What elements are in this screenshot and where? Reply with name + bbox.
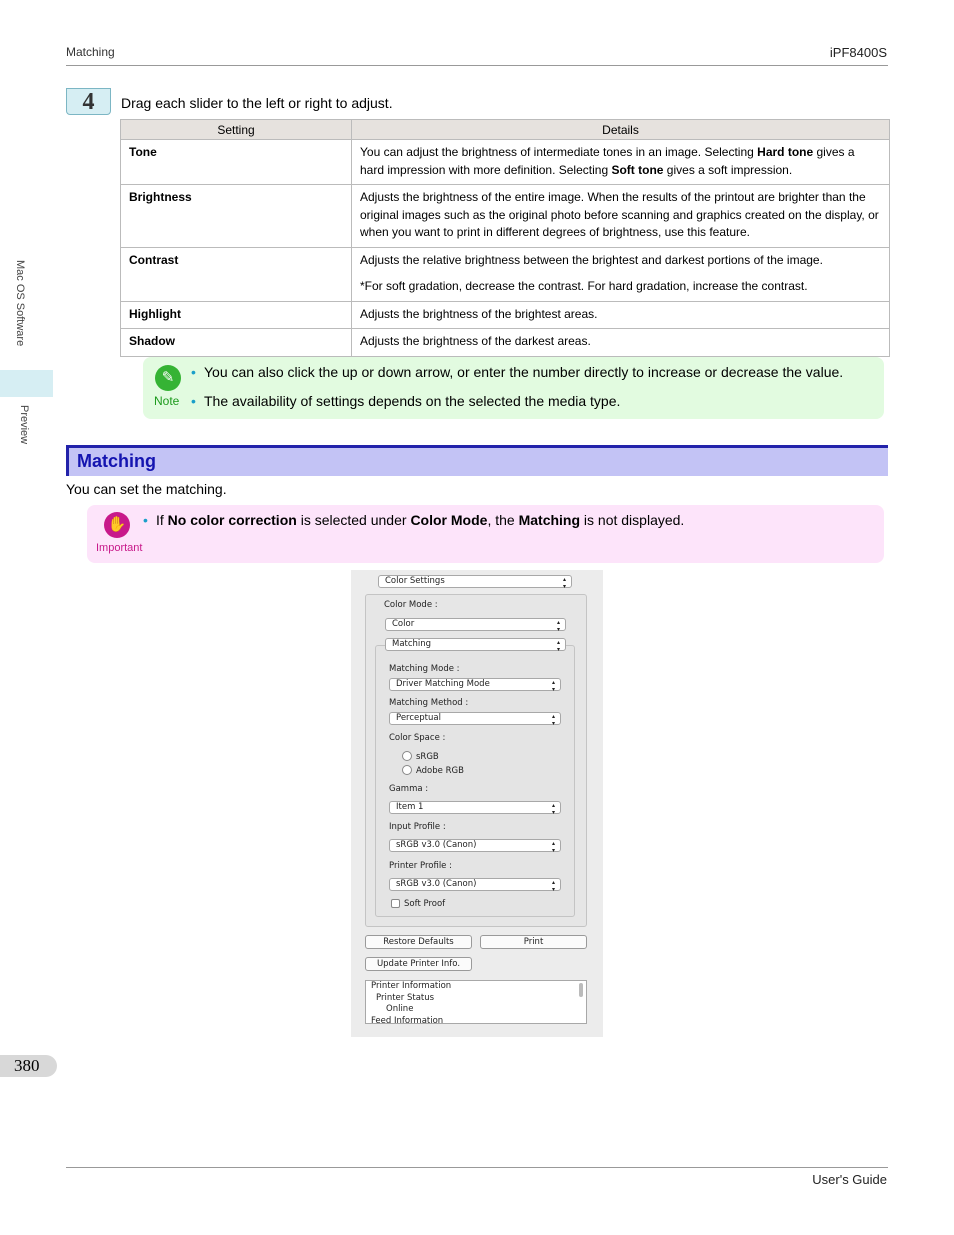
setting-name: Brightness <box>121 185 352 248</box>
soft-proof-checkbox[interactable] <box>391 899 400 908</box>
note-label: Note <box>154 394 180 408</box>
important-list <box>143 512 684 528</box>
detail-text: gives a soft impression. <box>663 162 793 177</box>
detail-text: gives a hard impression with more definition. Selecting <box>360 145 855 177</box>
srgb-radio[interactable] <box>402 751 412 761</box>
setting-details: Adjusts the brightness of the darkest areas. <box>352 329 890 357</box>
settings-table <box>120 119 890 357</box>
step-number-badge: 4 <box>66 88 111 115</box>
adobe-rgb-radio[interactable] <box>402 765 412 775</box>
update-printer-info-button[interactable]: Update Printer Info. <box>365 957 472 971</box>
restore-defaults-button[interactable]: Restore Defaults <box>365 935 472 949</box>
setting-details: Adjusts the brightness of the brightest areas. <box>352 301 890 329</box>
section-title: Matching <box>77 451 156 471</box>
scrollbar[interactable] <box>579 983 583 997</box>
page-number: 380 <box>0 1055 57 1077</box>
color-mode-popup[interactable]: Color ▴▾ <box>385 618 566 631</box>
bold-text: No color correction <box>167 512 297 528</box>
gamma-popup[interactable]: Item 1 ▴▾ <box>389 801 561 814</box>
footer-divider <box>66 1167 888 1168</box>
setting-name: Tone <box>121 140 352 185</box>
setting-details <box>352 140 890 185</box>
text: , the <box>487 512 519 528</box>
step-instruction: Drag each slider to the left or right to adjust. <box>121 95 393 111</box>
header-section-title: Matching <box>66 45 115 59</box>
section-heading-bar <box>66 445 888 476</box>
side-nav-label: Mac OS Software <box>14 260 26 347</box>
text: If <box>156 512 168 528</box>
matching-popup[interactable]: Matching ▴▾ <box>385 638 566 651</box>
setting-details <box>352 247 890 301</box>
side-nav-label: Preview <box>18 405 30 445</box>
soft-proof-label: Soft Proof <box>404 899 446 909</box>
setting-name: Highlight <box>121 301 352 329</box>
hand-stop-icon: ✋ <box>104 512 130 538</box>
info-line: Online <box>386 1004 414 1014</box>
footer-guide-title: User's Guide <box>812 1172 887 1187</box>
input-profile-label: Input Profile : <box>389 822 446 832</box>
matching-mode-label: Matching Mode : <box>389 664 460 674</box>
side-nav-preview[interactable] <box>18 405 38 465</box>
text: is not displayed. <box>580 512 685 528</box>
matching-method-label: Matching Method : <box>389 698 469 708</box>
info-line: Printer Status <box>376 992 435 1003</box>
printer-information-list[interactable] <box>365 980 587 1024</box>
table-row <box>121 185 890 248</box>
setting-name: Contrast <box>121 247 352 301</box>
table-row <box>121 247 890 301</box>
table-row <box>121 329 890 357</box>
info-line: Feed Information <box>371 1015 444 1024</box>
table-header-row <box>121 120 890 140</box>
color-settings-popup[interactable]: Color Settings ▴▾ <box>378 575 572 588</box>
print-button[interactable]: Print <box>480 935 587 949</box>
column-header-details: Details <box>352 120 890 140</box>
matching-mode-popup[interactable]: Driver Matching Mode ▴▾ <box>389 678 561 691</box>
pencil-icon: ✎ <box>155 365 181 391</box>
color-settings-dialog <box>351 570 603 1037</box>
section-intro: You can set the matching. <box>66 481 227 497</box>
matching-method-popup[interactable]: Perceptual ▴▾ <box>389 712 561 725</box>
color-mode-label: Color Mode : <box>384 600 438 610</box>
list-item: • You can also click the up or down arrow, or enter the number directly to increase or decrease the value. <box>191 364 843 393</box>
side-nav-mac-os-software[interactable] <box>14 260 44 370</box>
table-row <box>121 301 890 329</box>
header-model-name: iPF8400S <box>829 45 887 60</box>
info-line: Printer Information <box>371 981 452 991</box>
bold-text: Color Mode <box>410 512 488 528</box>
input-profile-popup[interactable]: sRGB v3.0 (Canon) ▴▾ <box>389 839 561 852</box>
list-item: • The availability of settings depends on the selected the media type. <box>191 393 843 422</box>
detail-text: *For soft gradation, decrease the contrast. For hard gradation, increase the contrast. <box>360 279 808 293</box>
list-item <box>143 512 684 528</box>
note-list <box>191 364 843 422</box>
detail-bold: Hard tone <box>757 145 814 159</box>
printer-profile-popup[interactable]: sRGB v3.0 (Canon) ▴▾ <box>389 878 561 891</box>
srgb-radio-label: sRGB <box>416 752 439 762</box>
printer-profile-label: Printer Profile : <box>389 861 452 871</box>
text: is selected under <box>296 512 411 528</box>
side-nav-active-marker <box>0 370 53 397</box>
header-divider <box>66 65 888 66</box>
gamma-label: Gamma : <box>389 784 429 794</box>
bold-text: Matching <box>518 512 581 528</box>
setting-name: Shadow <box>121 329 352 357</box>
detail-text: Adjusts the relative brightness between the brightest and darkest portions of the image. <box>360 252 823 267</box>
color-space-label: Color Space : <box>389 733 446 743</box>
detail-text: You can adjust the brightness of intermediate tones in an image. Selecting <box>360 145 758 159</box>
column-header-setting: Setting <box>121 120 352 140</box>
detail-bold: Soft tone <box>611 162 664 177</box>
adobe-rgb-radio-label: Adobe RGB <box>416 766 464 776</box>
setting-details: Adjusts the brightness of the entire image. When the results of the printout are brighter than the original images such as the original photo before scanning and graphics created on the display, or when you want to print in different degrees of brightness, use this feature. <box>352 185 890 248</box>
important-label: Important <box>96 542 143 554</box>
table-row <box>121 140 890 185</box>
